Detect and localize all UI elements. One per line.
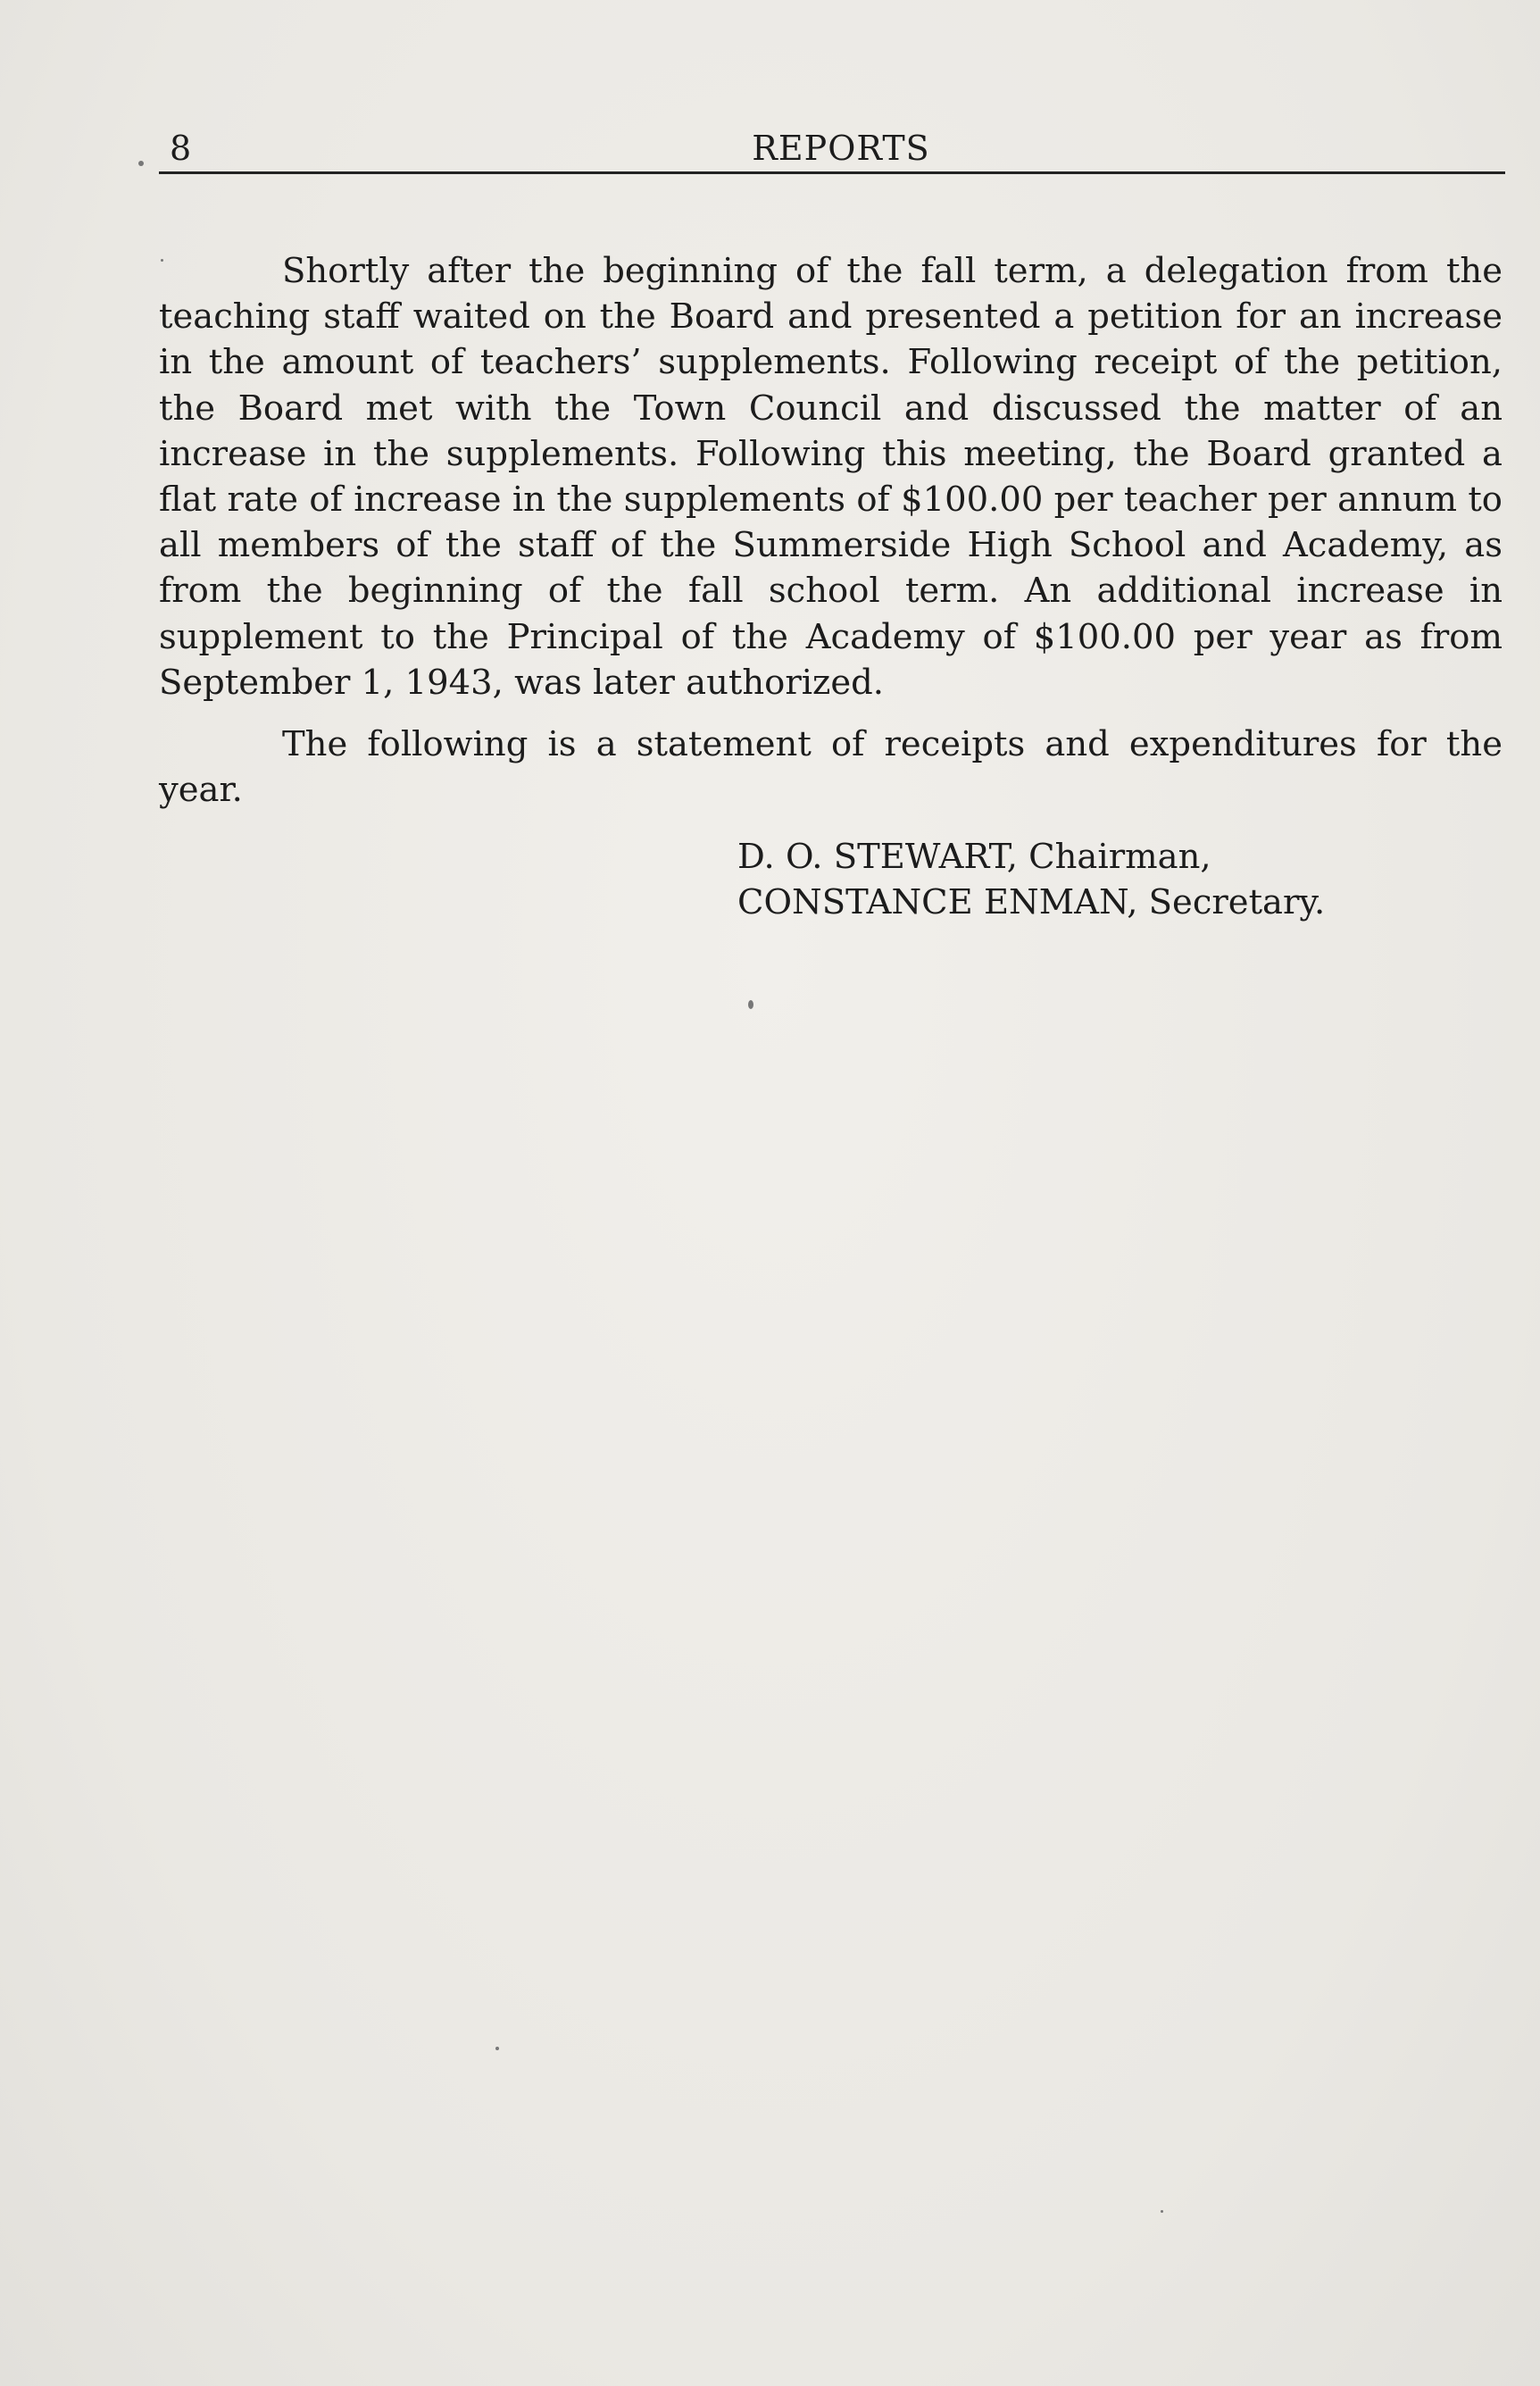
running-head: REPORTS [752, 129, 930, 168]
signature-chairman: D. O. STEWART, Chairman, [737, 837, 1211, 877]
page-number: 8 [170, 129, 192, 168]
paragraph-statement: The following is a statement of receipts and expenditures for the year. [159, 724, 1503, 811]
paper-speck [495, 2047, 499, 2050]
body-text [159, 248, 1503, 813]
paragraph-supplements: Shortly after the beginning of the fall term, a delegation from the teaching staff waited on the Board and presented a petition for an increase in the amount of teachers’ supplements. Following receipt of the petition, the Board met with the Town Council and discussed the matter of an increase in the supplements. Following this meeting, the Board granted a flat rate of increase in the supplements of $100.00 per teacher per annum to all members of the staff of the Summerside High School and Academy, as from the beginning of the fall school term. An additional increase in supplement to the Principal of the Academy of $100.00 per year as from September 1, 1943, was later authorized. [159, 251, 1503, 703]
page-header [159, 125, 1505, 171]
header-rule [159, 171, 1505, 174]
paper-speck [138, 161, 144, 166]
signature-secretary: CONSTANCE ENMAN, Secretary. [737, 882, 1326, 923]
paper-speck [161, 259, 163, 262]
paper-speck [748, 1000, 753, 1009]
signature-block [737, 834, 1325, 925]
paper-speck [1161, 2210, 1163, 2213]
